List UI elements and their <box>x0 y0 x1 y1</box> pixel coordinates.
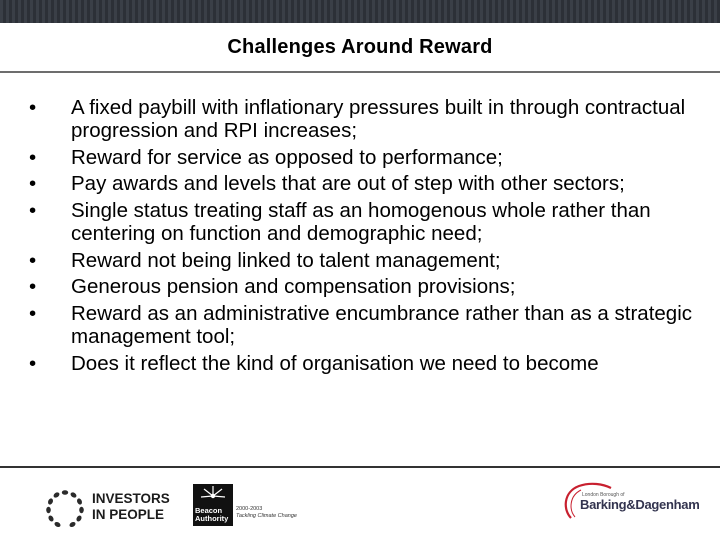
bullet-text: Generous pension and compensation provisions; <box>71 275 516 299</box>
beacon-box <box>193 484 233 526</box>
bullet-icon: • <box>29 351 37 375</box>
footer-divider <box>0 466 720 468</box>
bullet-text: Pay awards and levels that are out of step with other sectors; <box>71 172 625 196</box>
beacon-side-line1: 2000-2003 <box>236 506 263 512</box>
list-item <box>28 352 698 375</box>
beacon-authority-logo <box>193 484 303 532</box>
list-item <box>28 199 698 245</box>
list-item <box>28 146 698 169</box>
bullet-icon: • <box>29 172 37 196</box>
page-title: Challenges Around Reward <box>227 35 493 58</box>
title-box <box>0 23 720 73</box>
laurel-wreath-icon <box>44 488 86 530</box>
iip-line1: INVESTORS <box>92 491 170 506</box>
beacon-box-line2: Authority <box>195 514 229 523</box>
investors-in-people-logo <box>44 488 184 532</box>
list-item <box>28 302 698 348</box>
list-item <box>28 96 698 142</box>
bullet-text: Does it reflect the kind of organisation we need to become <box>71 351 599 375</box>
bullet-icon: • <box>29 145 37 169</box>
bullet-icon: • <box>29 199 37 223</box>
list-item <box>28 172 698 195</box>
list-item <box>28 249 698 272</box>
beacon-side-line2: Tackling Climate Change <box>236 513 297 519</box>
top-band <box>0 0 720 23</box>
bullet-icon: • <box>29 302 37 326</box>
beacon-box-line1: Beacon <box>195 506 223 515</box>
borough-prefix: London Borough of <box>582 492 625 498</box>
iip-line2: IN PEOPLE <box>92 507 165 522</box>
bullet-text: Single status treating staff as an homogenous whole rather than centering on function and demographic need; <box>71 199 651 246</box>
bullet-text: A fixed paybill with inflationary pressures built in through contractual progression and RPI increases; <box>71 96 686 142</box>
barking-dagenham-logo <box>561 480 700 520</box>
bullet-icon: • <box>29 275 37 299</box>
beacon-star-icon <box>193 484 233 508</box>
bullet-text: Reward not being linked to talent management; <box>71 248 501 272</box>
list-item <box>28 275 698 298</box>
bullet-icon: • <box>29 248 37 272</box>
bullet-icon: • <box>29 96 37 119</box>
bullet-text: Reward as an administrative encumbrance rather than as a strategic management tool; <box>71 302 693 349</box>
bullet-text: Reward for service as opposed to performance; <box>71 145 503 169</box>
borough-name: Barking&Dagenham <box>580 497 700 512</box>
bullet-list <box>28 96 698 379</box>
